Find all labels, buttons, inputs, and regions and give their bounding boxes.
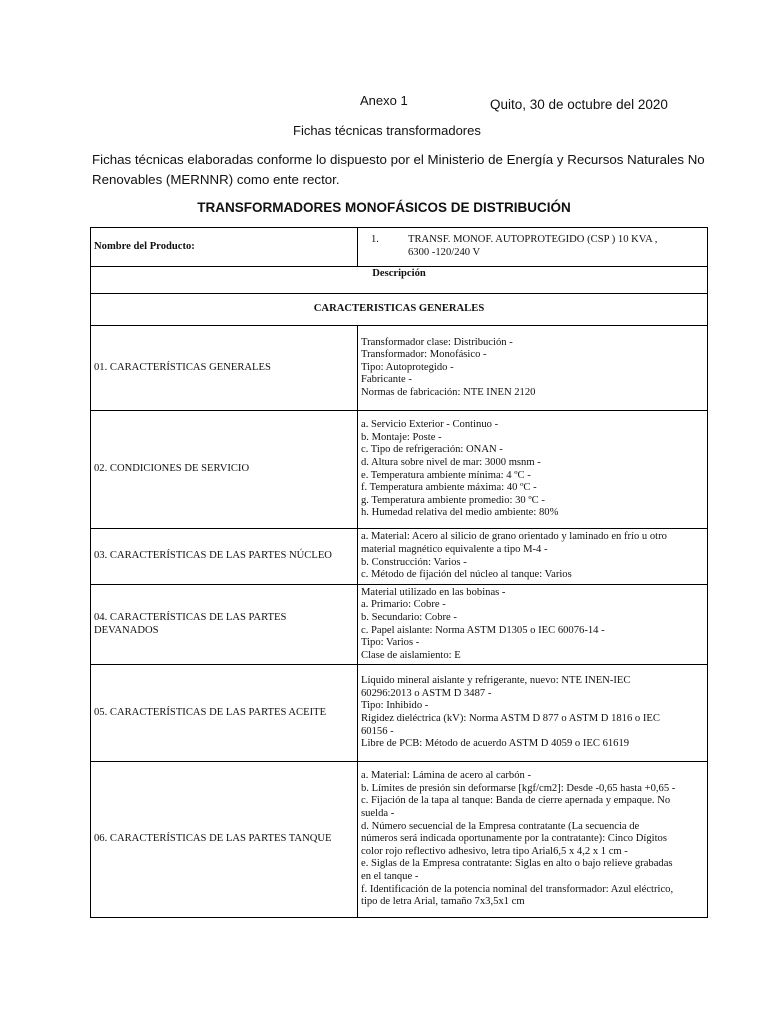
value-line: Tipo: Inhibido -: [361, 700, 429, 712]
row-label-line: 04. CARACTERÍSTICAS DE LAS PARTES: [94, 611, 287, 623]
value-line: Fabricante -: [361, 374, 412, 386]
product-label: Nombre del Producto:: [91, 228, 358, 267]
value-line: números será indicada oportunamente por la contratante): Cinco Dígitos: [361, 833, 667, 845]
value-line: c. Tipo de refrigeración: ONAN -: [361, 444, 503, 456]
table-row: [91, 762, 708, 918]
description-header: Descripción: [91, 267, 708, 294]
value-line: Libre de PCB: Método de acuerdo ASTM D 4059 o IEC 61619: [361, 738, 630, 750]
value-line: a. Servicio Exterior - Continuo -: [361, 419, 499, 431]
value-line: 60156 -: [361, 725, 394, 737]
intro-line: Renovables (MERNNR) como ente rector.: [92, 172, 340, 187]
table-row: [91, 585, 708, 665]
value-line: Rigidez dieléctrica (kV): Norma ASTM D 877 o ASTM D 1816 o IEC: [361, 713, 660, 724]
row-label: 05. CARACTERÍSTICAS DE LAS PARTES ACEITE: [91, 665, 358, 762]
value-line: f. Temperatura ambiente máxima: 40 ºC -: [361, 482, 537, 494]
value-line: e. Temperatura ambiente mínima: 4 ºC -: [361, 469, 531, 481]
value-line: 60296:2013 o ASTM D 3487 -: [361, 687, 492, 699]
value-line: Material utilizado en las bobinas -: [361, 586, 506, 598]
value-line: b. Límites de presión sin deformarse [kgf/cm2]: Desde -0,65 hasta +0,65 -: [361, 782, 676, 794]
value-line: c. Papel aislante: Norma ASTM D1305 o IEC 60076-14 -: [361, 624, 605, 636]
product-name-line: 6300 -120/240 V: [408, 247, 481, 258]
value-line: a. Material: Lámina de acero al carbón -: [361, 770, 531, 782]
table-row: [91, 665, 708, 762]
value-line: b. Montaje: Poste -: [361, 431, 442, 443]
product-number: 1.: [371, 234, 379, 246]
table-row-general-header: [91, 294, 708, 326]
value-line: Tipo: Autoprotegido -: [361, 361, 454, 373]
value-line: b. Secundario: Cobre -: [361, 611, 457, 623]
row-label-line: DEVANADOS: [94, 624, 159, 636]
row-values: [358, 529, 708, 585]
value-line: h. Humedad relativa del medio ambiente: 80%: [361, 507, 559, 519]
document-date: Quito, 30 de octubre del 2020: [490, 97, 668, 112]
product-name-line: TRANSF. MONOF. AUTOPROTEGIDO (CSP ) 10 KVA ,: [408, 234, 658, 246]
row-label: 02. CONDICIONES DE SERVICIO: [91, 411, 358, 529]
value-line: material magnético equivalente a tipo M-4 -: [361, 543, 548, 555]
table-row: [91, 326, 708, 411]
value-line: e. Siglas de la Empresa contratante: Siglas en alto o bajo relieve grabadas: [361, 858, 673, 870]
value-line: color rojo reflectivo adhesivo, letra tipo Arial6,5 x 4,2 x 1 cm -: [361, 845, 628, 857]
annex-label: Anexo 1: [360, 93, 408, 108]
value-line: d. Altura sobre nivel de mar: 3000 msnm -: [361, 456, 541, 468]
value-line: f. Identificación de la potencia nominal del transformador: Azul eléctrico,: [361, 883, 674, 895]
value-line: Tipo: Varios -: [361, 637, 420, 649]
value-line: Líquido mineral aislante y refrigerante, nuevo: NTE INEN-IEC: [361, 675, 631, 687]
value-line: a. Primario: Cobre -: [361, 599, 446, 611]
table-row-description: [91, 267, 708, 294]
value-line: tipo de letra Arial, tamaño 7x3,5x1 cm: [361, 896, 525, 908]
spec-table: [90, 227, 708, 918]
row-label: [91, 585, 358, 665]
row-label: 06. CARACTERÍSTICAS DE LAS PARTES TANQUE: [91, 762, 358, 918]
value-line: Clase de aislamiento: E: [361, 649, 461, 661]
general-characteristics-header: CARACTERISTICAS GENERALES: [91, 294, 708, 326]
value-line: Transformador: Monofásico -: [361, 349, 487, 361]
value-line: d. Número secuencial de la Empresa contratante (La secuencia de: [361, 820, 640, 832]
table-row: [91, 529, 708, 585]
intro-line: Fichas técnicas elaboradas conforme lo dispuesto por el Ministerio de Energía y Recursos Naturales No: [92, 152, 705, 167]
document-subtitle: Fichas técnicas transformadores: [293, 123, 481, 138]
value-line: en el tanque -: [361, 870, 419, 882]
row-values: [358, 585, 708, 665]
section-title: TRANSFORMADORES MONOFÁSICOS DE DISTRIBUCIÓN: [197, 200, 571, 215]
row-label: 01. CARACTERÍSTICAS GENERALES: [91, 326, 358, 411]
row-values: [358, 665, 708, 762]
row-values: [358, 326, 708, 411]
value-line: Transformador clase: Distribución -: [361, 336, 513, 348]
value-line: b. Construcción: Varios -: [361, 556, 467, 568]
value-line: Normas de fabricación: NTE INEN 2120: [361, 386, 536, 398]
value-line: suelda -: [361, 808, 395, 820]
table-row-product: [91, 228, 708, 267]
row-values: [358, 411, 708, 529]
value-line: c. Método de fijación del núcleo al tanque: Varios: [361, 569, 572, 581]
value-line: a. Material: Acero al silicio de grano orientado y laminado en frío u otro: [361, 531, 667, 543]
value-line: g. Temperatura ambiente promedio: 30 ºC -: [361, 494, 545, 506]
value-line: c. Fijación de la tapa al tanque: Banda de cierre apernada y empaque. No: [361, 795, 671, 807]
row-label: 03. CARACTERÍSTICAS DE LAS PARTES NÚCLEO: [91, 529, 358, 585]
row-values: [358, 762, 708, 918]
intro-paragraph: [92, 150, 722, 190]
product-name-cell: [358, 228, 708, 267]
table-row: [91, 411, 708, 529]
